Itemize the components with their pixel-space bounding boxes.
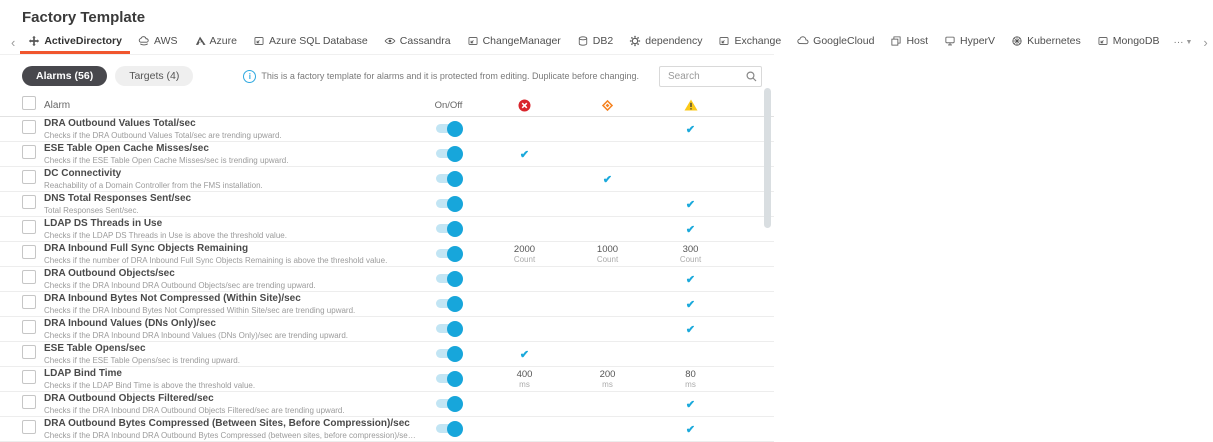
row-checkbox[interactable] <box>22 220 36 234</box>
alarm-description: Checks if the ESE Table Opens/sec is trending upward. <box>44 356 240 365</box>
row-checkbox[interactable] <box>22 420 36 434</box>
check-icon: ✔ <box>685 124 696 136</box>
tab-label: AWS <box>153 34 178 47</box>
alarm-name: DRA Inbound Values (DNs Only)/sec <box>44 318 216 329</box>
info-text: This is a factory template for alarms and it is protected from editing. Duplicate before changing. <box>261 71 640 81</box>
row-checkbox[interactable] <box>22 295 36 309</box>
alarm-description: Checks if the DRA Inbound DRA Outbound Objects/sec are trending upward. <box>44 281 316 290</box>
onoff-toggle[interactable] <box>436 199 461 208</box>
active-directory-icon <box>28 35 40 47</box>
alarm-description: Checks if the DRA Inbound DRA Outbound Bytes Compressed (between sites, before compression)/se… <box>44 431 416 440</box>
critical-cell <box>483 146 566 162</box>
tab-label: GoogleCloud <box>813 34 875 47</box>
onoff-toggle[interactable] <box>436 349 461 358</box>
alarm-name: DRA Outbound Values Total/sec <box>44 118 196 129</box>
threshold-value: 300 <box>682 243 699 255</box>
onoff-toggle[interactable] <box>436 299 461 308</box>
aws-icon <box>138 35 150 47</box>
table-row <box>0 317 774 342</box>
tab-label: Azure SQL Database <box>268 34 368 47</box>
tab-azure[interactable] <box>186 30 245 54</box>
tab-aws[interactable] <box>130 30 186 54</box>
row-checkbox[interactable] <box>22 345 36 359</box>
row-checkbox[interactable] <box>22 120 36 134</box>
tab-activedirectory[interactable] <box>20 30 130 54</box>
table-row <box>0 242 774 267</box>
tab-label: Cassandra <box>399 34 451 47</box>
check-icon: ✔ <box>519 149 530 161</box>
tab-label: MongoDB <box>1112 34 1160 47</box>
warning-cell <box>649 221 732 237</box>
tab-label: Kubernetes <box>1027 34 1081 47</box>
row-checkbox[interactable] <box>22 270 36 284</box>
vertical-scrollbar[interactable] <box>764 88 771 228</box>
alarm-description: Total Responses Sent/sec. <box>44 206 139 215</box>
googlecloud-icon <box>797 35 809 47</box>
onoff-toggle[interactable] <box>436 174 461 183</box>
warning-cell <box>649 396 732 412</box>
alarm-name: DRA Outbound Objects Filtered/sec <box>44 393 214 404</box>
search-icon[interactable] <box>746 71 757 82</box>
threshold-value: 2000 <box>513 243 536 255</box>
service-tab-bar <box>0 30 1208 55</box>
tab-exchange[interactable] <box>710 30 789 54</box>
alarm-name: DNS Total Responses Sent/sec <box>44 193 192 204</box>
onoff-toggle[interactable] <box>436 224 461 233</box>
threshold-unit: ms <box>602 379 613 389</box>
tab-list <box>20 30 1167 54</box>
critical-cell <box>483 346 566 362</box>
info-icon: i <box>243 70 256 83</box>
onoff-toggle[interactable] <box>436 124 461 133</box>
row-checkbox[interactable] <box>22 170 36 184</box>
tab-label: HyperV <box>960 34 996 47</box>
tab-mongodb[interactable] <box>1089 30 1168 54</box>
warning-cell <box>649 271 732 287</box>
warning-cell <box>649 370 732 389</box>
check-icon: ✔ <box>685 224 696 236</box>
onoff-toggle[interactable] <box>436 149 461 158</box>
alarm-description: Checks if the DRA Inbound DRA Inbound Values (DNs Only)/sec are trending upward. <box>44 331 349 340</box>
critical-cell <box>483 370 566 389</box>
check-icon: ✔ <box>685 299 696 311</box>
table-row <box>0 192 774 217</box>
row-checkbox[interactable] <box>22 195 36 209</box>
onoff-column-header: On/Off <box>434 99 463 111</box>
warning-cell <box>649 196 732 212</box>
alarm-description: Checks if the number of DRA Inbound Full Sync Objects Remaining is above the threshold value. <box>44 256 388 265</box>
warning-cell <box>649 321 732 337</box>
table-row <box>0 417 774 442</box>
threshold-unit: Count <box>513 254 536 264</box>
row-checkbox[interactable] <box>22 145 36 159</box>
tab-label: Host <box>906 34 929 47</box>
hyperv-icon <box>944 35 956 47</box>
alarm-description: Checks if the LDAP Bind Time is above the threshold value. <box>44 381 256 390</box>
search-box <box>659 66 762 87</box>
critical-severity-icon <box>483 99 566 112</box>
page-title: Factory Template <box>22 9 146 26</box>
tab-db2[interactable] <box>569 30 621 54</box>
alarm-name: DRA Outbound Objects/sec <box>44 268 175 279</box>
info-banner <box>213 70 639 83</box>
table-row <box>0 292 774 317</box>
table-row <box>0 217 774 242</box>
warning-severity-icon <box>649 99 732 111</box>
critical-cell <box>483 245 566 264</box>
tab-label: ChangeManager <box>482 34 561 47</box>
alarm-description: Checks if the DRA Inbound DRA Outbound Objects Filtered/sec are trending upward. <box>44 406 345 415</box>
check-icon: ✔ <box>685 424 696 436</box>
alarm-name: DC Connectivity <box>44 168 122 179</box>
alarm-description: Checks if the LDAP DS Threads in Use is above the threshold value. <box>44 231 287 240</box>
row-checkbox[interactable] <box>22 320 36 334</box>
mongodb-icon <box>1097 35 1109 47</box>
threshold-value: 80 <box>685 368 696 380</box>
kubernetes-icon <box>1011 35 1023 47</box>
check-icon: ✔ <box>685 399 696 411</box>
table-row <box>0 117 774 142</box>
check-icon: ✔ <box>519 349 530 361</box>
exchange-icon <box>718 35 730 47</box>
tab-googlecloud[interactable] <box>789 30 882 54</box>
major-severity-icon <box>566 99 649 112</box>
azure-icon <box>194 35 206 47</box>
alarm-description: Checks if the DRA Outbound Values Total/sec are trending upward. <box>44 131 282 140</box>
warning-cell <box>649 121 732 137</box>
tab-label: dependency <box>645 34 703 47</box>
onoff-toggle[interactable] <box>436 399 461 408</box>
tab-label: Azure <box>209 34 237 47</box>
alarm-name: DRA Outbound Bytes Compressed (Between Sites, Before Compression)/sec <box>44 418 410 429</box>
alarm-name: LDAP Bind Time <box>44 368 122 379</box>
onoff-toggle[interactable] <box>436 424 461 433</box>
db2-icon <box>577 35 589 47</box>
toolbar <box>0 61 774 91</box>
table-row <box>0 367 774 392</box>
cassandra-icon <box>384 35 396 47</box>
tab-label: Exchange <box>734 34 782 47</box>
warning-cell <box>649 296 732 312</box>
select-all-checkbox[interactable] <box>22 96 36 110</box>
chevron-down-icon: ▼ <box>1185 38 1193 46</box>
table-row <box>0 392 774 417</box>
onoff-toggle[interactable] <box>436 249 461 258</box>
onoff-toggle[interactable] <box>436 374 461 383</box>
tab-dependency[interactable] <box>621 30 710 54</box>
alarm-name: DRA Inbound Bytes Not Compressed (Within Site)/sec <box>44 293 301 304</box>
onoff-toggle[interactable] <box>436 274 461 283</box>
row-checkbox[interactable] <box>22 245 36 259</box>
threshold-value: 200 <box>599 368 616 380</box>
table-header <box>0 94 774 117</box>
alarm-name: LDAP DS Threads in Use <box>44 218 163 229</box>
alarm-name: ESE Table Open Cache Misses/sec <box>44 143 209 154</box>
major-cell <box>566 245 649 264</box>
threshold-value: 1000 <box>596 243 619 255</box>
alarm-table-body <box>0 117 774 442</box>
search-input[interactable] <box>666 70 746 83</box>
check-icon: ✔ <box>685 274 696 286</box>
ellipsis-icon: ··· <box>1173 36 1184 48</box>
targets-tab[interactable]: Targets (4) <box>115 66 193 86</box>
table-row <box>0 267 774 292</box>
alarm-column-header: Alarm <box>44 99 71 111</box>
azure-sql-database-icon <box>253 35 265 47</box>
tab-host[interactable] <box>882 30 936 54</box>
tab-label: DB2 <box>592 34 614 47</box>
threshold-unit: Count <box>596 254 619 264</box>
tabs-scroll-right-button[interactable]: › <box>1203 34 1208 50</box>
threshold-unit: Count <box>679 254 702 264</box>
alarm-name: ESE Table Opens/sec <box>44 343 146 354</box>
tab-label: ActiveDirectory <box>44 34 122 47</box>
threshold-unit: ms <box>519 379 530 389</box>
tab-changemanager[interactable] <box>459 30 569 54</box>
tabs-scroll-left-button[interactable]: ‹ <box>11 34 16 50</box>
dependency-icon <box>629 35 641 47</box>
row-checkbox[interactable] <box>22 395 36 409</box>
check-icon: ✔ <box>602 174 613 186</box>
major-cell <box>566 171 649 187</box>
onoff-toggle[interactable] <box>436 324 461 333</box>
threshold-unit: ms <box>685 379 696 389</box>
threshold-value: 400 <box>516 368 533 380</box>
major-cell <box>566 370 649 389</box>
alarm-name: DRA Inbound Full Sync Objects Remaining <box>44 243 249 254</box>
check-icon: ✔ <box>685 324 696 336</box>
tab-cassandra[interactable] <box>376 30 459 54</box>
alarm-description: Checks if the ESE Table Open Cache Misses/sec is trending upward. <box>44 156 289 165</box>
alarm-description: Reachability of a Domain Controller from the FMS installation. <box>44 181 263 190</box>
warning-cell <box>649 421 732 437</box>
check-icon: ✔ <box>685 199 696 211</box>
warning-cell <box>649 245 732 264</box>
changemanager-icon <box>467 35 479 47</box>
table-row <box>0 342 774 367</box>
table-row <box>0 167 774 192</box>
alarm-description: Checks if the DRA Inbound Bytes Not Compressed Within Site/sec are trending upward. <box>44 306 356 315</box>
tabs-overflow-button[interactable] <box>1167 30 1198 54</box>
tab-hyperv[interactable] <box>936 30 1003 54</box>
tab-kubernetes[interactable] <box>1003 30 1089 54</box>
table-row <box>0 142 774 167</box>
alarms-tab[interactable]: Alarms (56) <box>22 66 107 86</box>
tab-azure-sql-database[interactable] <box>245 30 376 54</box>
host-icon <box>890 35 902 47</box>
row-checkbox[interactable] <box>22 370 36 384</box>
